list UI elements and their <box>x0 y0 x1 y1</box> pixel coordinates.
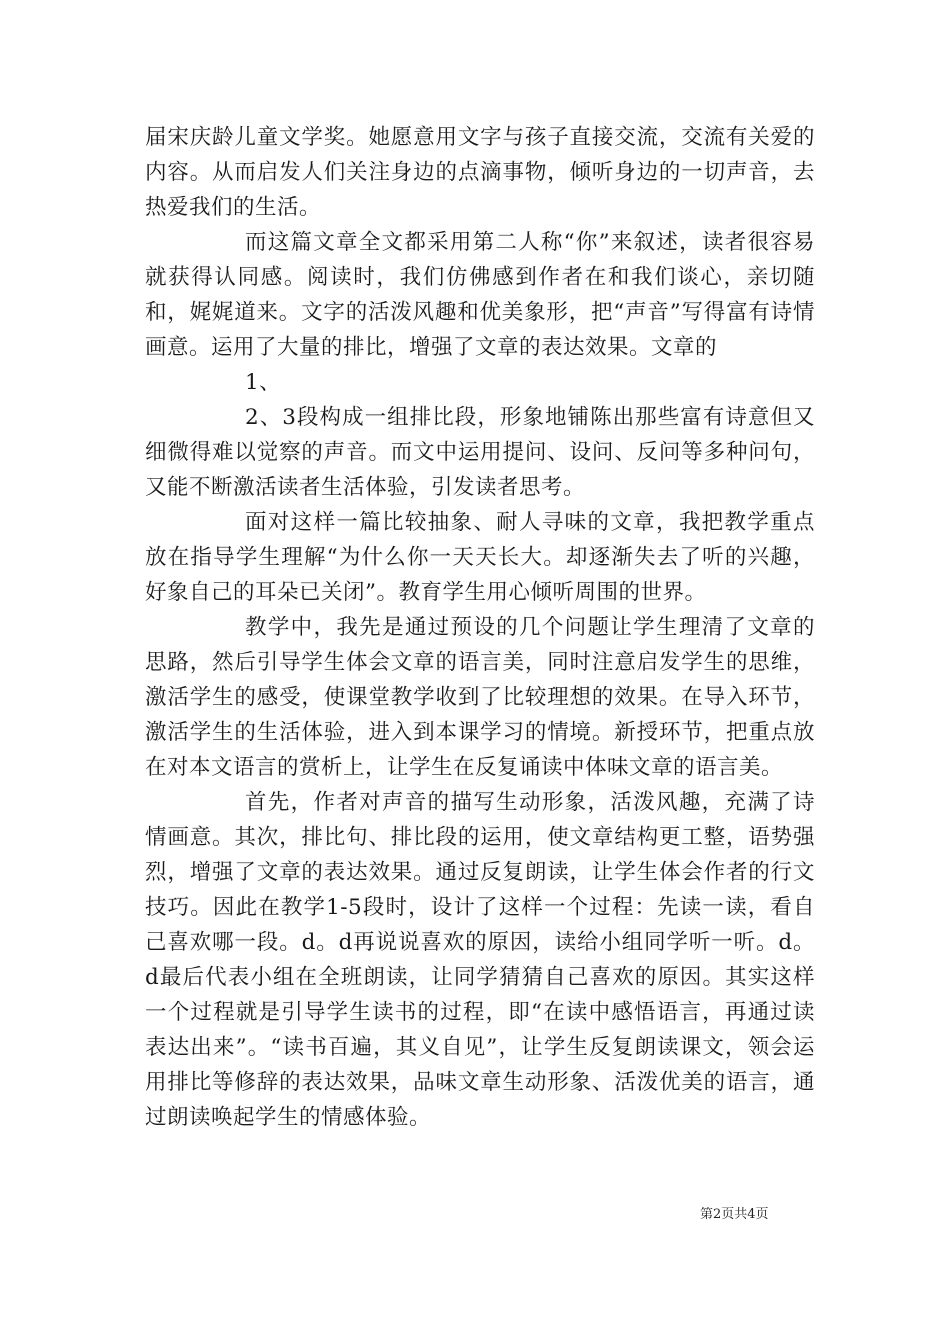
paragraph-award: 届宋庆龄儿童文学奖。她愿意用文字与孩子直接交流，交流有关爱的内容。从而启发人们关注身边的点滴事物，倾听身边的一切声音，去热爱我们的生活。 <box>145 125 815 220</box>
paragraph-number-marker: 1、 <box>245 370 282 395</box>
paragraph-reading-method: 首先，作者对声音的描写生动形象，活泼风趣，充满了诗情画意。其次，排比句、排比段的运用，使文章结构更工整，语势强烈，增强了文章的表达效果。通过反复朗读，让学生体会作者的行文技巧。因此在教学1-5段时，设计了这样一个过程：先读一读，看自己喜欢哪一段。d。d再说说喜欢的原因，读给小组同学听一听。d。d最后代表小组在全班朗读，让同学猜猜自己喜欢的原因。其实这样一个过程就是引导学生读书的过程，即“在读中感悟语言，再通过读表达出来”。“读书百遍，其义自见”，让学生反复朗读课文，领会运用排比等修辞的表达效果，品味文章生动形象、活泼优美的语言，通过朗读唤起学生的情感体验。 <box>145 790 815 1130</box>
paragraph-teaching-focus: 面对这样一篇比较抽象、耐人寻味的文章，我把教学重点放在指导学生理解“为什么你一天天长大。却逐渐失去了听的兴趣，好象自己的耳朵已关闭”。教育学生用心倾听周围的世界。 <box>145 510 815 605</box>
paragraph-parallelism: 2、3段构成一组排比段，形象地铺陈出那些富有诗意但又细微得难以觉察的声音。而文中运用提问、设问、反问等多种问句，又能不断激活读者生活体验，引发读者思考。 <box>145 405 815 500</box>
paragraph-teaching-process: 教学中，我先是通过预设的几个问题让学生理清了文章的思路，然后引导学生体会文章的语言美，同时注意启发学生的思维，激活学生的感受，使课堂教学收到了比较理想的效果。在导入环节，激活学生的生活体验，进入到本课学习的情境。新授环节，把重点放在对本文语言的赏析上，让学生在反复诵读中体味文章的语言美。 <box>145 615 815 780</box>
document-body <box>145 120 815 1135</box>
paragraph-second-person: 而这篇文章全文都采用第二人称“你”来叙述，读者很容易就获得认同感。阅读时，我们仿佛感到作者在和我们谈心，亲切随和，娓娓道来。文字的活泼风趣和优美象形，把“声音”写得富有诗情画意。运用了大量的排比，增强了文章的表达效果。文章的 <box>145 230 815 360</box>
page-number-footer: 第2页共4页 <box>700 1207 769 1222</box>
